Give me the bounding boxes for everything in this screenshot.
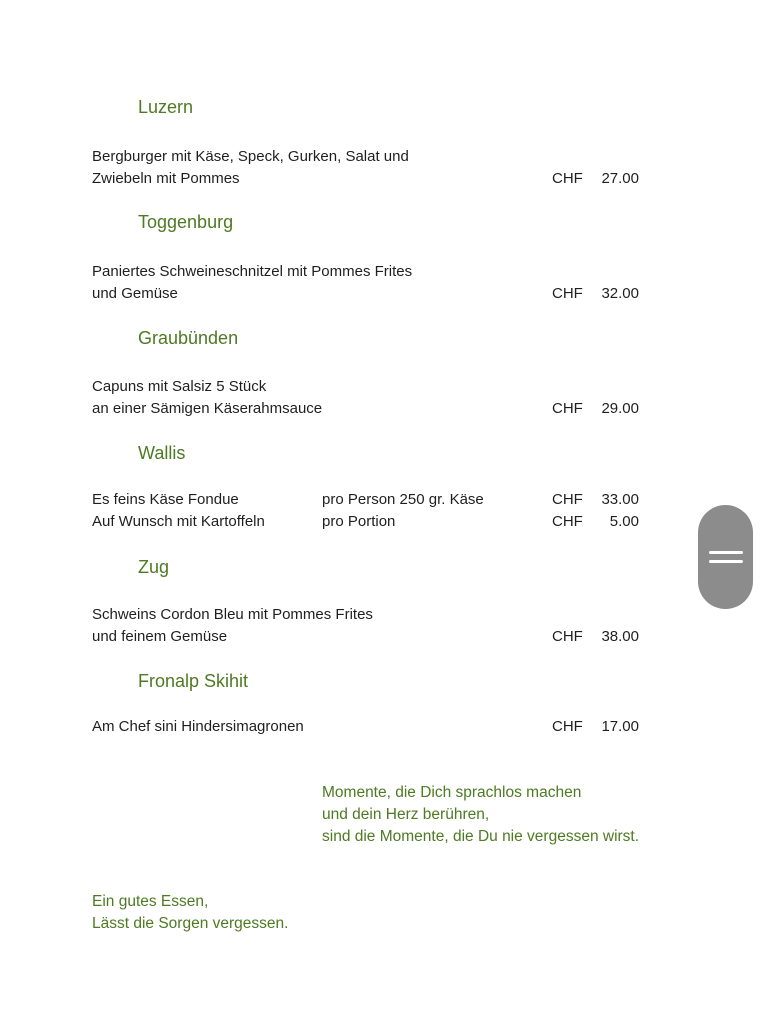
currency-label: CHF <box>552 400 583 417</box>
portion-note: pro Portion <box>322 513 396 530</box>
menu-item-description: Capuns mit Salsiz 5 Stück <box>92 378 267 395</box>
price-value: 33.00 <box>601 491 639 508</box>
section-heading-graubuenden: Graubünden <box>138 328 239 348</box>
price-value: 5.00 <box>609 513 639 530</box>
quote-main <box>322 782 639 848</box>
menu-item-description: Paniertes Schweineschnitzel mit Pommes Frites <box>92 263 413 280</box>
menu-item-description: an einer Sämigen Käserahmsauce <box>92 400 323 417</box>
price-value: 38.00 <box>601 628 639 645</box>
currency-label: CHF <box>552 718 583 735</box>
currency-label: CHF <box>552 513 583 530</box>
menu-item-description: Bergburger mit Käse, Speck, Gurken, Salat und <box>92 148 409 165</box>
menu-item-description: und feinem Gemüse <box>92 628 228 645</box>
drag-handle-icon <box>709 550 743 564</box>
price-value: 27.00 <box>601 170 639 187</box>
menu-item-description: Am Chef sini Hindersimagronen <box>92 718 304 735</box>
price-value: 32.00 <box>601 285 639 302</box>
portion-note: pro Person 250 gr. Käse <box>322 491 484 508</box>
menu-item-description: und Gemüse <box>92 285 178 302</box>
currency-label: CHF <box>552 491 583 508</box>
currency-label: CHF <box>552 285 583 302</box>
quote-line: Lässt die Sorgen vergessen. <box>92 915 289 932</box>
price-value: 17.00 <box>601 718 639 735</box>
menu-item-description: Auf Wunsch mit Kartoffeln <box>92 513 265 530</box>
scroll-handle[interactable] <box>698 505 753 609</box>
quote-line: und dein Herz berühren, <box>322 806 490 823</box>
menu-item-description: Schweins Cordon Bleu mit Pommes Frites <box>92 606 373 623</box>
quote-line: sind die Momente, die Du nie vergessen wirst. <box>322 828 640 845</box>
menu-item-description: Es feins Käse Fondue <box>92 491 239 508</box>
quote-line: Ein gutes Essen, <box>92 893 209 910</box>
section-heading-toggenburg: Toggenburg <box>138 212 234 232</box>
menu-item-description: Zwiebeln mit Pommes <box>92 170 240 187</box>
quote-line: Momente, die Dich sprachlos machen <box>322 784 582 801</box>
currency-label: CHF <box>552 170 583 187</box>
quote-bottom <box>92 891 288 935</box>
section-heading-wallis: Wallis <box>138 443 186 463</box>
section-heading-luzern: Luzern <box>138 97 194 117</box>
price-value: 29.00 <box>601 400 639 417</box>
section-heading-zug: Zug <box>138 557 170 577</box>
currency-label: CHF <box>552 628 583 645</box>
section-heading-fronalp-skihit: Fronalp Skihit <box>138 671 249 691</box>
